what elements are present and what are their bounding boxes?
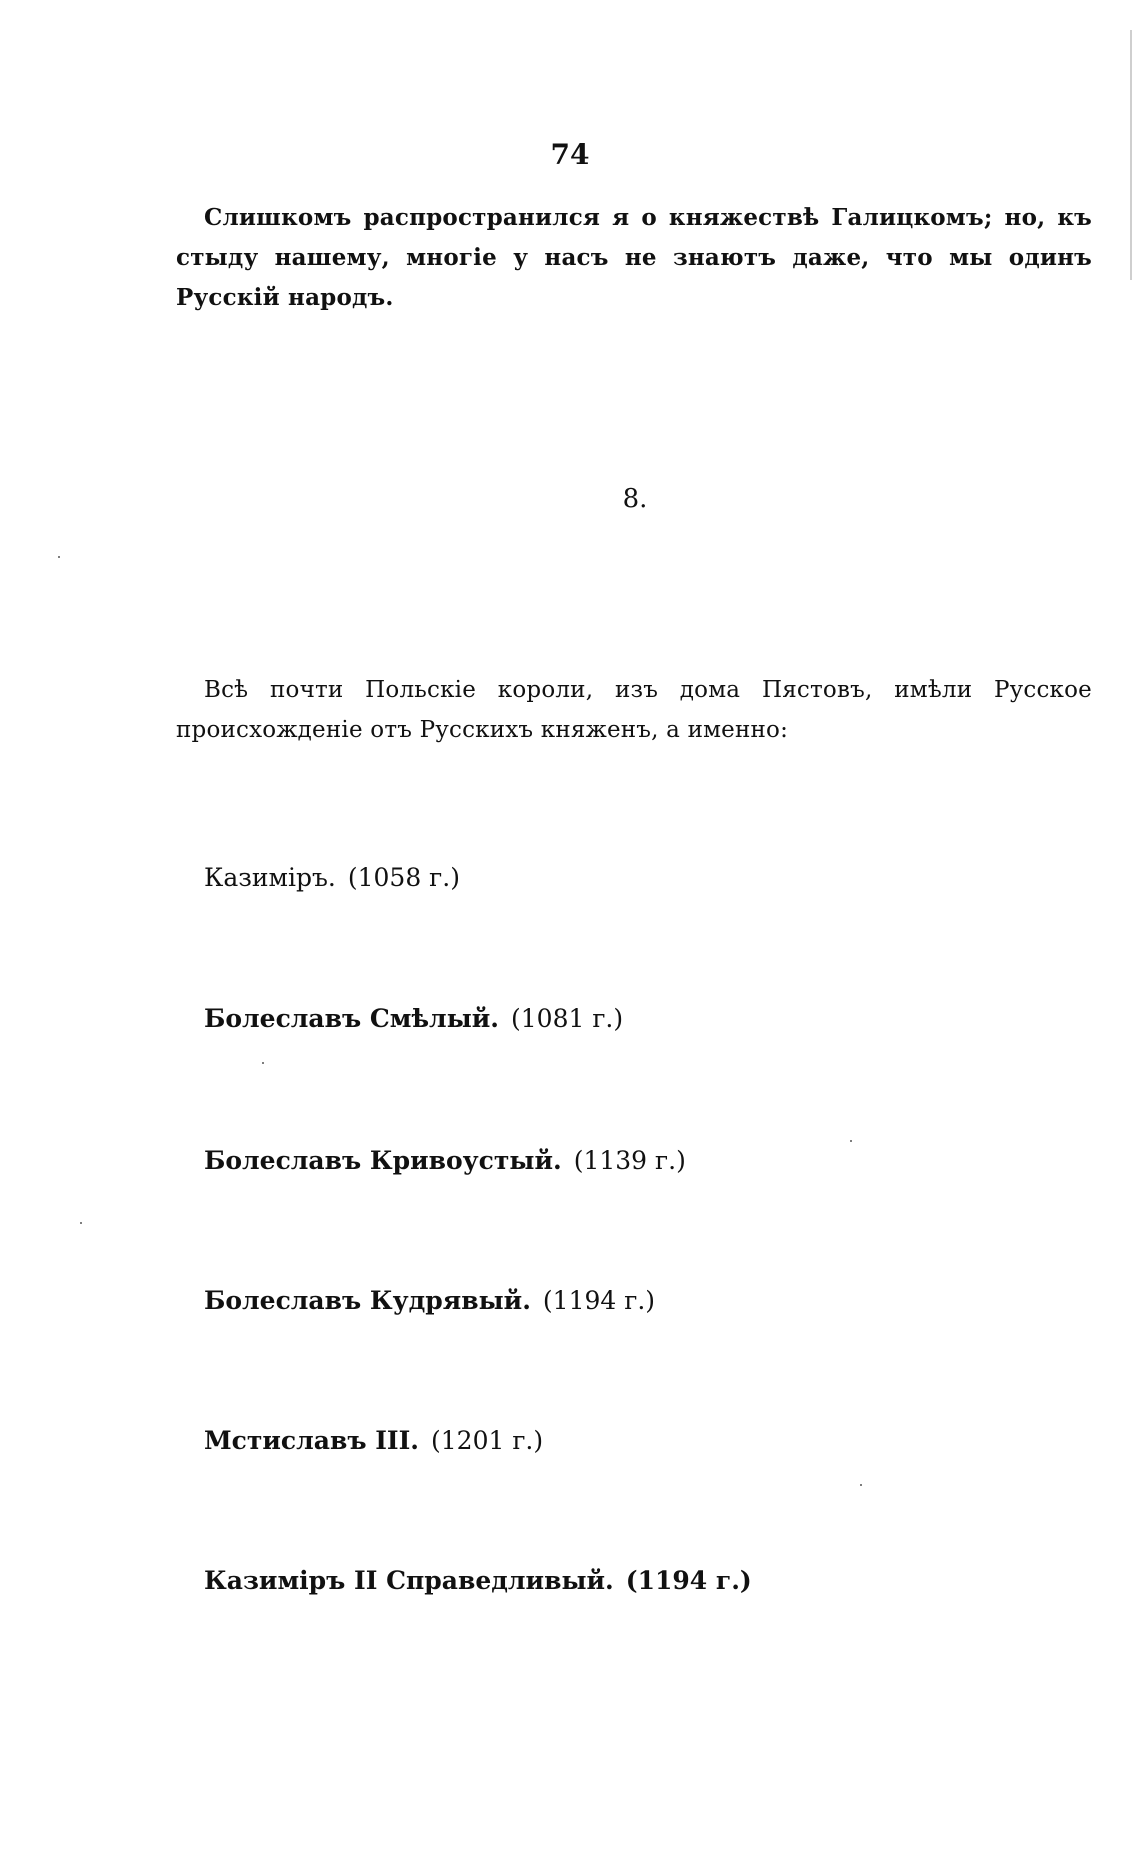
scan-speck — [58, 556, 60, 558]
page-number: 74 — [550, 138, 590, 171]
scan-speck — [860, 1484, 862, 1486]
king-year: (1058 г.) — [347, 863, 460, 892]
king-entry — [204, 1426, 543, 1455]
king-name: Казиміръ. — [204, 863, 336, 892]
king-entry — [204, 1286, 655, 1315]
king-name: Мстиславъ III. — [204, 1426, 420, 1455]
king-name: Болеславъ Кудрявый. — [204, 1286, 531, 1315]
king-entry — [204, 1566, 752, 1595]
king-name: Болеславъ Кривоустый. — [204, 1146, 562, 1175]
king-year: (1081 г.) — [511, 1004, 624, 1033]
king-entry — [204, 863, 460, 892]
king-name: Болеславъ Смѣлый. — [204, 1004, 499, 1033]
paragraph-polish-kings-text: Всѣ почти Польскіе короли, изъ дома Пястовъ, имѣли Русское происхожденіе отъ Русскихъ княженъ, а именно: — [176, 677, 1092, 743]
king-year: (1201 г.) — [431, 1426, 544, 1455]
king-year: (1139 г.) — [573, 1146, 686, 1175]
paragraph-galicia — [176, 198, 1092, 318]
paragraph-polish-kings — [176, 670, 1092, 750]
paragraph-galicia-text: Слишкомъ распространился я о княжествѣ Галицкомъ; но, къ стыду нашему, многіе у насъ не знаютъ даже, что мы одинъ Русскій народъ. — [176, 204, 1092, 311]
scan-speck — [850, 1140, 852, 1142]
king-entry — [204, 1146, 686, 1175]
scan-speck — [262, 1062, 264, 1064]
king-year: (1194 г.) — [625, 1566, 752, 1595]
king-entry — [204, 1004, 623, 1033]
section-number: 8. — [622, 484, 648, 514]
scan-speck — [80, 1222, 82, 1224]
king-year: (1194 г.) — [542, 1286, 656, 1315]
king-name: Казиміръ II Справедливый. — [204, 1566, 614, 1595]
